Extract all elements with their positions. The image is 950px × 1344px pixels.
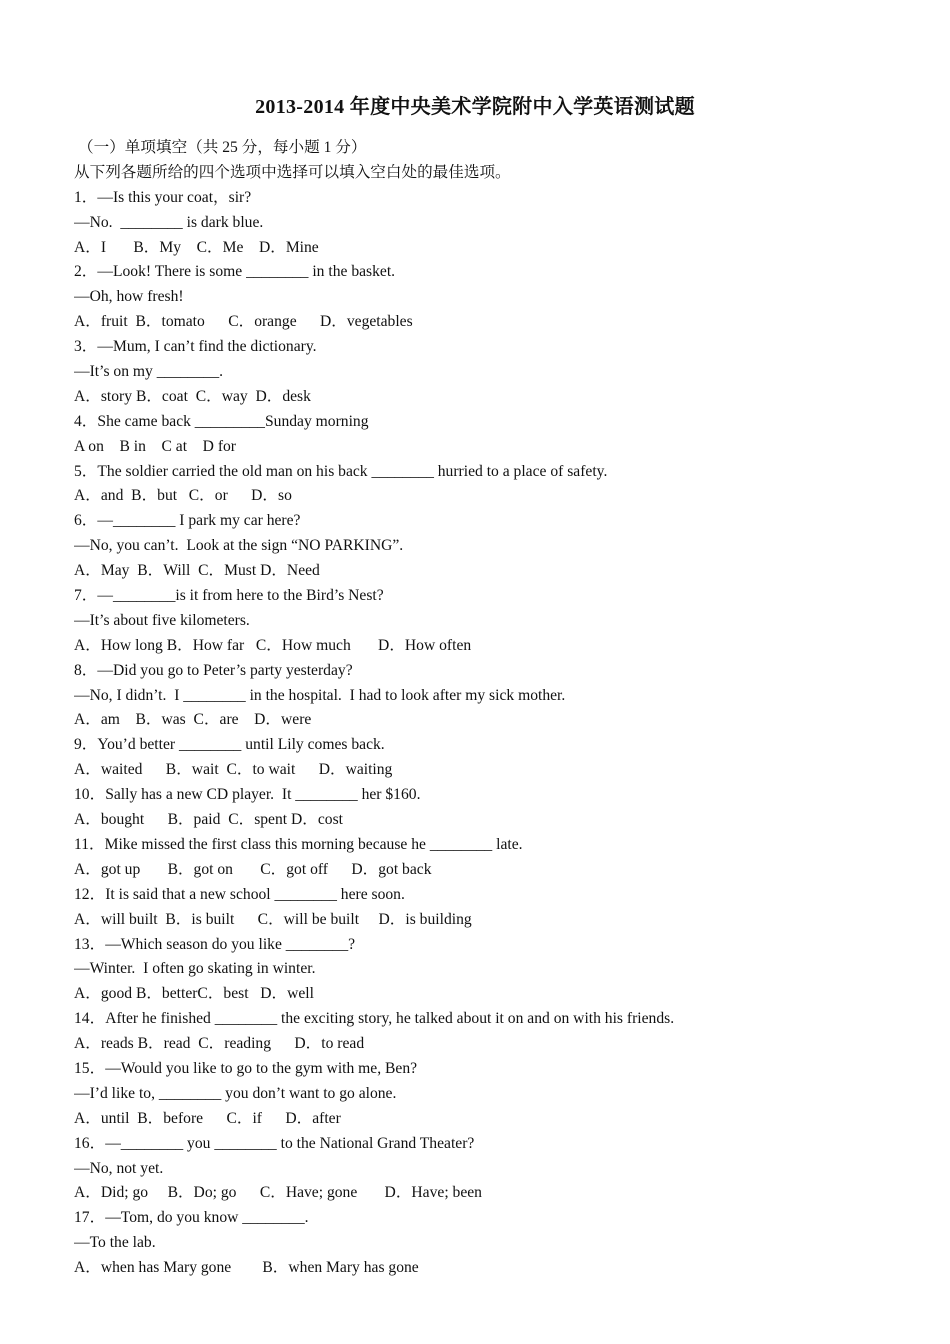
text-line: —No, you can’t. Look at the sign “NO PARKING”.: [74, 537, 404, 555]
text-line: 8．—Did you go to Peter’s party yesterday?: [74, 661, 353, 679]
text-line: 7．—________is it from here to the Bird’s Nest?: [74, 587, 384, 605]
text-line: 3．—Mum, I can’t find the dictionary.: [74, 338, 317, 356]
text-line: 15．—Would you like to go to the gym with me, Ben?: [74, 1059, 418, 1077]
text-line: A．until B．before C．if D．after: [74, 1109, 341, 1127]
instructions: 从下列各题所给的四个选项中选择可以填入空白处的最佳选项。: [74, 163, 511, 181]
text-line: —It’s about five kilometers.: [74, 611, 250, 629]
text-line: A．How long B．How far C．How much D．How often: [74, 636, 472, 654]
text-line: 16．—________ you ________ to the National Grand Theater?: [74, 1134, 475, 1152]
text-line: A．when has Mary gone B．when Mary has gone: [74, 1259, 419, 1277]
text-line: 11．Mike missed the first class this morning because he ________ late.: [74, 835, 523, 853]
page-title: 2013-2014 年度中央美术学院附中入学英语测试题: [255, 96, 695, 118]
section-heading: （一）单项填空（共 25 分，每小题 1 分）: [78, 139, 367, 156]
text-line: A on B in C at D for: [74, 437, 236, 455]
text-line: 2．—Look! There is some ________ in the basket.: [74, 263, 396, 281]
text-line: A．May B．Will C．Must D．Need: [74, 562, 320, 580]
text-line: 9．You’d better ________ until Lily comes back.: [74, 736, 385, 754]
question-list: [74, 136, 894, 1281]
text-line: 5．The soldier carried the old man on his back ________ hurried to a place of safety.: [74, 462, 608, 480]
text-line: A．and B．but C．or D．so: [74, 487, 292, 505]
text-line: —Winter. I often go skating in winter.: [74, 960, 316, 978]
text-line: —To the lab.: [74, 1234, 156, 1252]
text-line: A．reads B．read C．reading D．to read: [74, 1035, 365, 1053]
text-line: A．got up B．got on C．got off D．got back: [74, 860, 432, 878]
text-line: A．good B．betterC．best D．well: [74, 985, 314, 1003]
text-line: A．am B．was C．are D．were: [74, 711, 312, 729]
text-line: 13．—Which season do you like ________?: [74, 935, 356, 953]
text-line: A．fruit B．tomato C．orange D．vegetables: [74, 313, 413, 331]
text-line: —No, not yet.: [74, 1159, 164, 1177]
text-line: —Oh, how fresh!: [74, 288, 184, 306]
text-line: 14．After he finished ________ the exciting story, he talked about it on and on with his friends.: [74, 1010, 675, 1028]
text-line: 10．Sally has a new CD player. It ________ her $160.: [74, 786, 421, 804]
text-line: A．will built B．is built C．will be built D．is building: [74, 910, 472, 928]
text-line: 17．—Tom, do you know ________.: [74, 1209, 309, 1227]
text-line: A．Did; go B．Do; go C．Have; gone D．Have; been: [74, 1184, 482, 1202]
text-line: —No. ________ is dark blue.: [74, 213, 264, 231]
text-line: A．waited B．wait C．to wait D．waiting: [74, 761, 393, 779]
text-line: A．I B．My C．Me D．Mine: [74, 238, 319, 256]
text-line: A．story B．coat C．way D．desk: [74, 387, 311, 405]
text-line: 4．She came back _________Sunday morning: [74, 412, 369, 430]
text-line: 6．—________ I park my car here?: [74, 512, 301, 530]
text-line: A．bought B．paid C．spent D．cost: [74, 811, 343, 829]
text-line: 12．It is said that a new school ________ here soon.: [74, 885, 405, 903]
text-line: 1．—Is this your coat，sir?: [74, 188, 252, 206]
text-line: —It’s on my ________.: [74, 363, 224, 381]
text-line: —No, I didn’t. I ________ in the hospital. I had to look after my sick mother.: [74, 686, 566, 704]
text-line: —I’d like to, ________ you don’t want to go alone.: [74, 1084, 397, 1102]
